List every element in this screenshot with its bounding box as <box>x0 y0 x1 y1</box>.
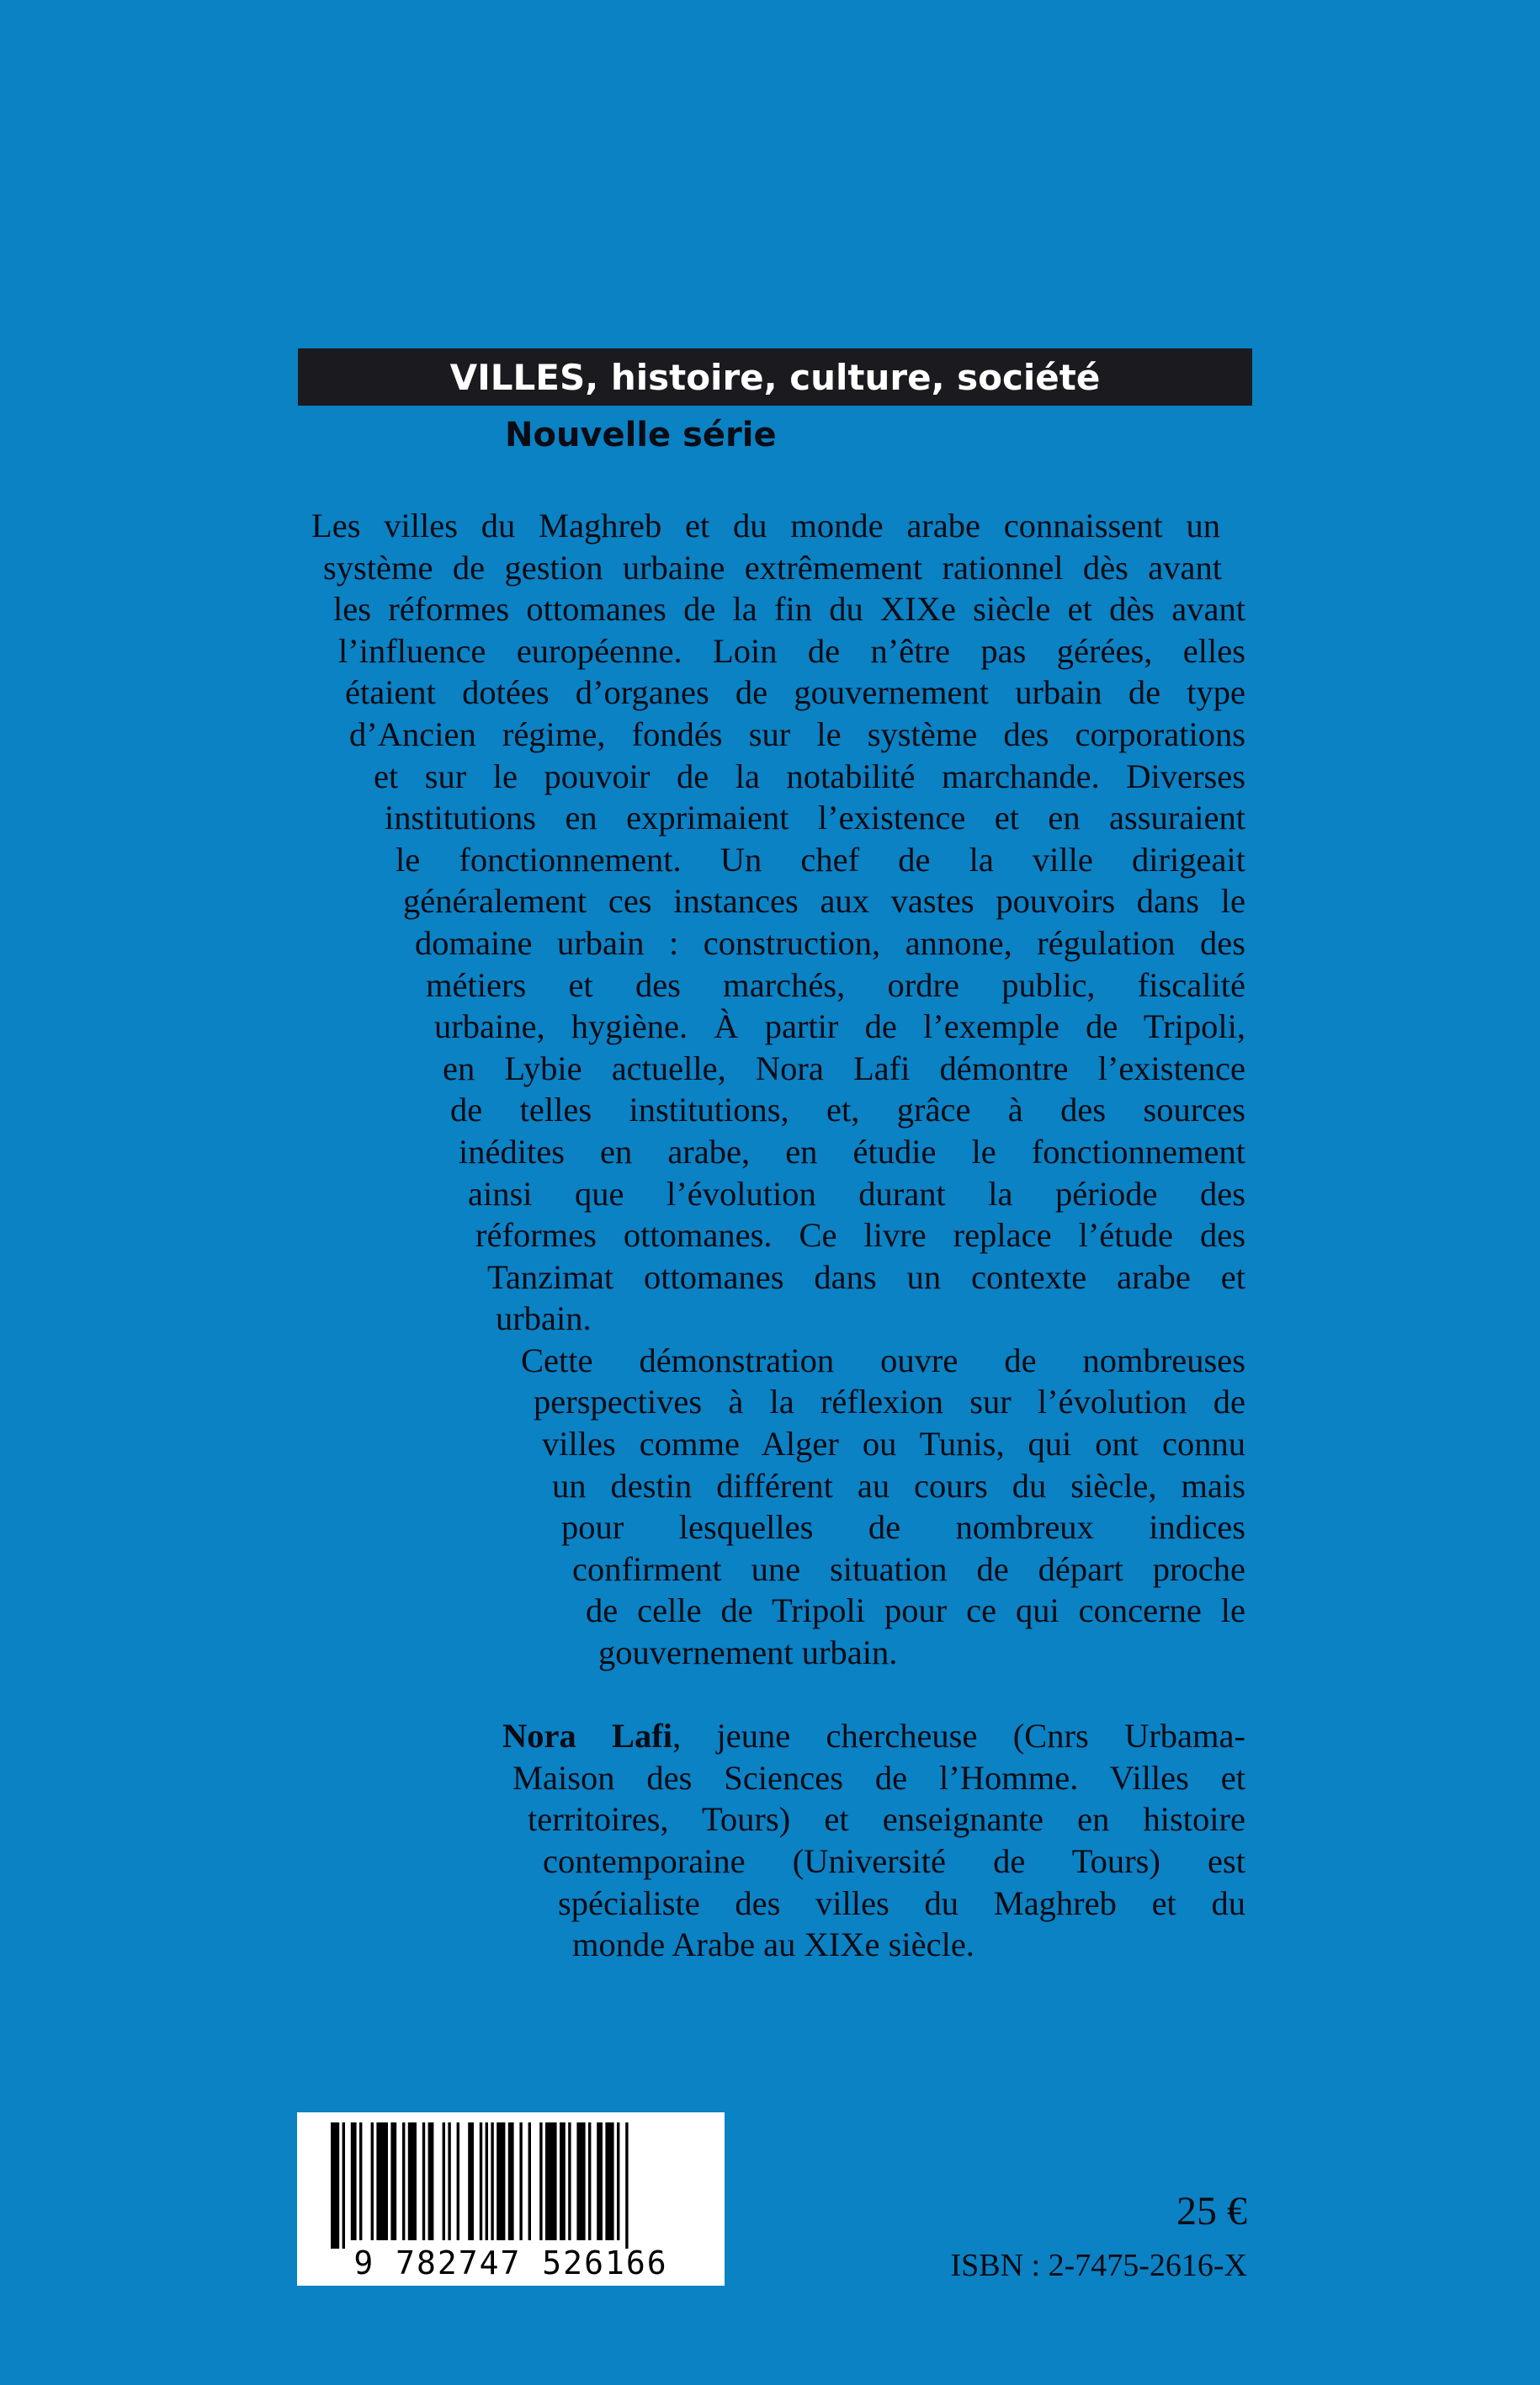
barcode-bar <box>428 2122 434 2240</box>
author-name: Nora Lafi <box>502 1717 673 1756</box>
author-bio-line: Nora Lafi, jeune chercheuse (Cnrs Urbama- <box>502 1717 1245 1756</box>
barcode-bar <box>443 2122 445 2240</box>
barcode-bar <box>448 2122 450 2240</box>
description-line: de celle de Tripoli pour ce qui concerne le <box>586 1591 1245 1630</box>
barcode-bar <box>457 2122 459 2240</box>
author-bio-line: spécialiste des villes du Maghreb et du <box>558 1883 1245 1922</box>
description-line: étaient dotées d’organes de gouvernement urbain de type <box>345 673 1245 712</box>
description-line: l’influence européenne. Loin de n’être pas gérées, elles <box>338 631 1245 670</box>
barcode-bar <box>486 2122 488 2240</box>
barcode-bar <box>468 2122 474 2240</box>
description-line: urbain. <box>496 1299 592 1338</box>
description-line: Les villes du Maghreb et du monde arabe connaissent un <box>311 507 1220 544</box>
barcode-bar <box>390 2122 396 2240</box>
barcode-bar <box>597 2122 603 2240</box>
isbn-number: ISBN : 2-7475-2616-X <box>950 2248 1247 2283</box>
description-line: villes comme Alger ou Tunis, qui ont connu <box>542 1425 1245 1463</box>
description-line: perspectives à la réflexion sur l’évolution de <box>534 1383 1245 1421</box>
barcode-bar <box>528 2122 531 2240</box>
description-line: Tanzimat ottomanes dans un contexte arabe et <box>487 1257 1245 1296</box>
barcode-bar <box>351 2122 357 2240</box>
barcode-bar <box>497 2122 505 2240</box>
barcode-bar <box>605 2122 613 2240</box>
barcode-bar <box>568 2122 571 2240</box>
barcode-bar <box>519 2122 522 2240</box>
barcode-bar <box>560 2122 566 2240</box>
description-line: généralement ces instances aux vastes pouvoirs dans le <box>403 882 1245 921</box>
barcode-bar <box>343 2122 345 2249</box>
description-line: d’Ancien régime, fondés sur le système des corporations <box>349 714 1245 753</box>
description-line: confirment une situation de départ proche <box>572 1549 1245 1588</box>
barcode-bar <box>545 2122 557 2240</box>
description-line: et sur le pouvoir de la notabilité marchande. Diverses <box>374 757 1245 795</box>
series-subtitle: Nouvelle série <box>505 416 777 454</box>
description-line: système de gestion urbaine extrêmement rationnel dès avant <box>323 548 1222 587</box>
barcode-bar <box>617 2122 619 2240</box>
barcode-bar <box>359 2122 362 2240</box>
description-line: les réformes ottomanes de la fin du XIXe siècle et dès avant <box>333 590 1245 629</box>
description-line: ainsi que l’évolution durant la période des <box>468 1174 1245 1213</box>
barcode-bar <box>491 2122 493 2240</box>
barcode-bar <box>625 2122 628 2249</box>
back-cover-text <box>286 505 1247 1966</box>
description-line: domaine urbain : construction, annone, régulation des <box>415 923 1245 962</box>
barcode-bar <box>422 2122 425 2240</box>
barcode-bar <box>539 2122 542 2240</box>
description-line: pour lesquelles de nombreux indices <box>561 1508 1245 1547</box>
description-line: un destin différent au cours du siècle, mais <box>552 1466 1245 1505</box>
description-line: en Lybie actuelle, Nora Lafi démontre l’existence <box>443 1049 1245 1087</box>
barcode-bar <box>376 2122 388 2240</box>
description-line: institutions en exprimaient l’existence et en assuraient <box>385 799 1245 837</box>
description-line: de telles institutions, et, grâce à des sources <box>450 1091 1245 1129</box>
barcode-bar <box>508 2122 514 2240</box>
barcode-bar <box>480 2122 482 2240</box>
description-line: urbaine, hygiène. À partir de l’exemple de Tripoli, <box>434 1007 1245 1046</box>
barcode-bar <box>402 2122 405 2240</box>
series-title-bar <box>298 348 1252 406</box>
description-line: métiers et des marchés, ordre public, fiscalité <box>426 965 1245 1004</box>
barcode-bar <box>576 2122 585 2240</box>
price: 25 € <box>1176 2189 1247 2234</box>
author-bio-line: monde Arabe au XIXe siècle. <box>572 1926 974 1964</box>
barcode-bar <box>331 2122 339 2249</box>
isbn-barcode <box>297 2112 725 2286</box>
description-line: Cette démonstration ouvre de nombreuses <box>521 1341 1245 1379</box>
barcode-bar <box>371 2122 374 2240</box>
author-bio-line: contemporaine (Université de Tours) est <box>543 1842 1245 1880</box>
author-bio-line: territoires, Tours) et enseignante en histoire <box>528 1800 1245 1839</box>
description-line: le fonctionnement. Un chef de la ville dirigeait <box>396 840 1245 879</box>
description-line: inédites en arabe, en étudie le fonctionnement <box>459 1132 1245 1171</box>
author-bio-line: Maison des Sciences de l’Homme. Villes et <box>512 1758 1245 1797</box>
barcode-bar <box>408 2122 417 2240</box>
description-line: réformes ottomanes. Ce livre replace l’étude des <box>475 1216 1245 1255</box>
barcode-digits: 9 782747 526166 <box>353 2244 668 2281</box>
series-title: VILLES, histoire, culture, société <box>449 356 1101 398</box>
barcode-graphic <box>297 2112 725 2286</box>
description-line: gouvernement urbain. <box>598 1633 898 1672</box>
barcode-bar <box>588 2122 591 2240</box>
